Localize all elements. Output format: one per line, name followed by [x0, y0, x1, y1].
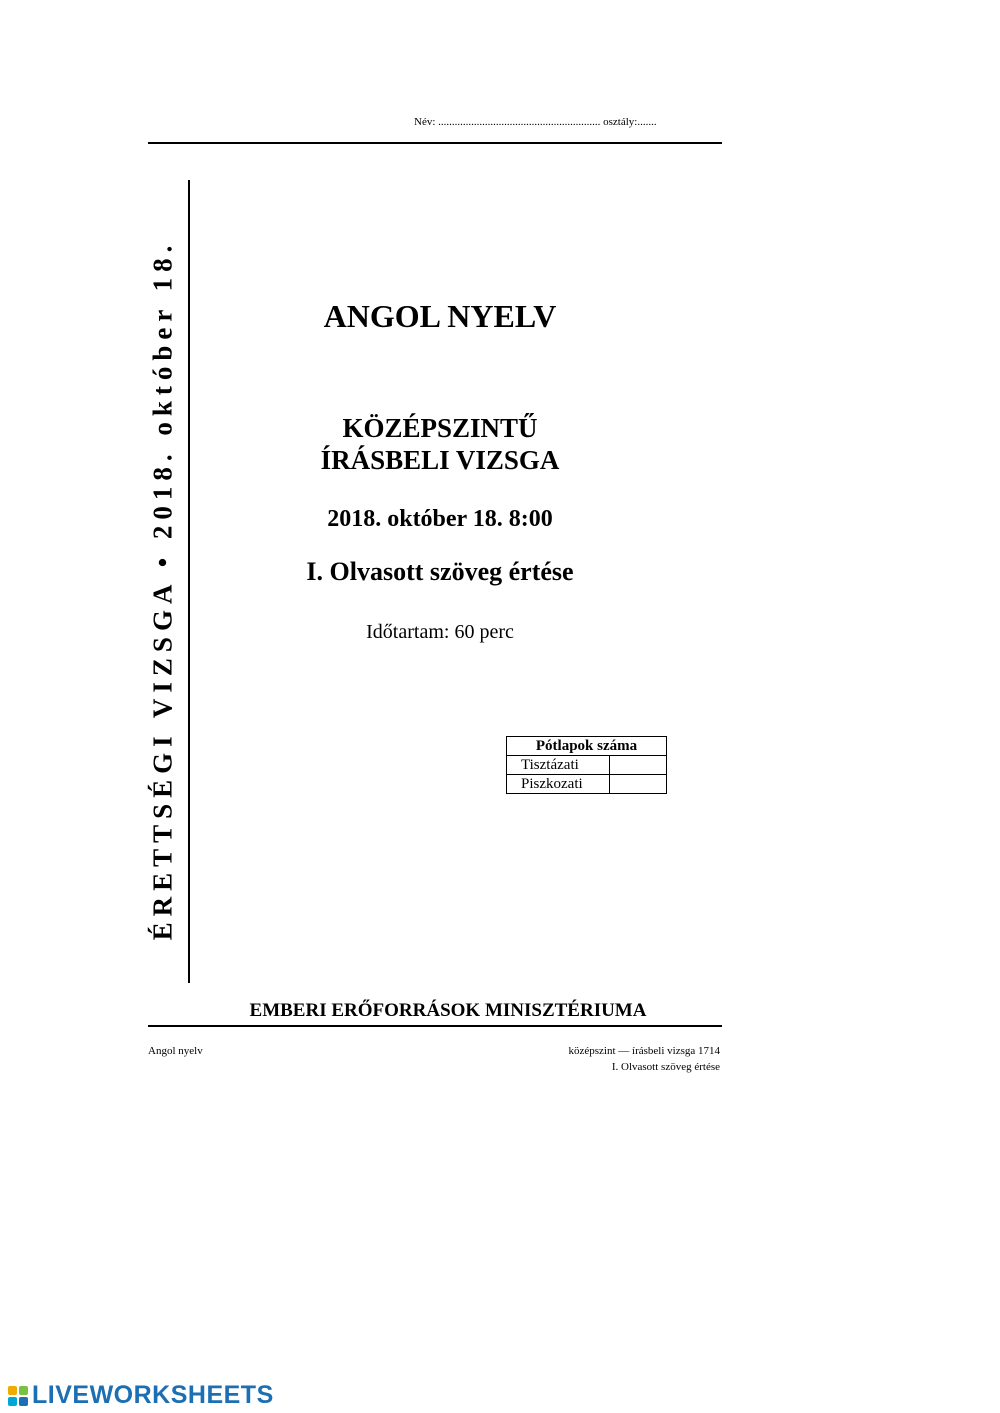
- table-row: [507, 756, 667, 775]
- footer-subject: Angol nyelv: [148, 1045, 203, 1057]
- side-banner: [138, 180, 188, 1000]
- brand-text: LIVEWORKSHEETS: [32, 1381, 274, 1409]
- extra-sheets-table: [506, 736, 667, 794]
- table-row: [507, 775, 667, 794]
- exam-duration: Időtartam: 60 perc: [366, 621, 514, 643]
- exam-part: I. Olvasott szöveg értése: [306, 557, 574, 586]
- extra-sheets-header: Pótlapok száma: [507, 737, 667, 756]
- logo-square: [19, 1397, 28, 1406]
- footer-exam-code: középszint — írásbeli vizsga 1714: [568, 1045, 720, 1057]
- liveworksheets-brand[interactable]: [8, 1381, 274, 1410]
- exam-level: [190, 412, 690, 476]
- header-rule: [148, 142, 722, 144]
- logo-square: [8, 1397, 17, 1406]
- side-banner-text: ÉRETTSÉGI VIZSGA • 2018. október 18.: [147, 239, 178, 941]
- logo-square: [8, 1386, 17, 1395]
- exam-level-line2: ÍRÁSBELI VIZSGA: [320, 445, 560, 475]
- clean-copy-count-box[interactable]: [610, 756, 667, 775]
- draft-count-box[interactable]: [610, 775, 667, 794]
- row-label-clean-copy: Tisztázati: [507, 756, 610, 775]
- liveworksheets-logo-icon: [8, 1386, 28, 1406]
- row-label-draft: Piszkozati: [507, 775, 610, 794]
- subject-title: ANGOL NYELV: [323, 298, 557, 334]
- exam-date: 2018. október 18. 8:00: [327, 506, 553, 532]
- footer-part: I. Olvasott szöveg értése: [611, 1061, 720, 1073]
- logo-square: [19, 1386, 28, 1395]
- footer-rule: [148, 1025, 722, 1027]
- ministry-name: EMBERI ERŐFORRÁSOK MINISZTÉRIUMA: [249, 1000, 647, 1021]
- name-class-field: Név: ........................................................... osztály:.......: [414, 116, 657, 128]
- exam-level-line1: KÖZÉPSZINTŰ: [342, 413, 538, 443]
